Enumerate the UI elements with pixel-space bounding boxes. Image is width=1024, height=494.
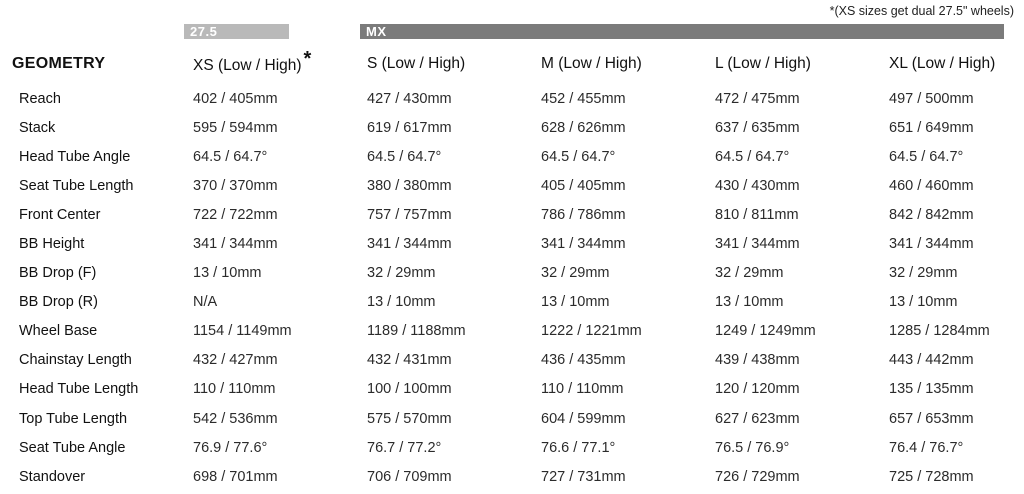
size-header-m: M (Low / High) xyxy=(541,55,642,72)
table-cell: 657 / 653mm xyxy=(889,410,974,427)
table-cell: N/A xyxy=(193,294,218,311)
table-cell: 726 / 729mm xyxy=(715,468,800,485)
table-row xyxy=(0,171,1024,200)
table-cell: 439 / 438mm xyxy=(715,352,800,369)
table-cell: 13 / 10mm xyxy=(715,294,784,311)
table-cell: 380 / 380mm xyxy=(367,177,452,194)
table-row xyxy=(0,317,1024,346)
table-cell: 341 / 344mm xyxy=(367,236,452,253)
xs-footnote-marker: * xyxy=(303,47,312,70)
table-cell: 460 / 460mm xyxy=(889,177,974,194)
table-row xyxy=(0,288,1024,317)
table-cell: 341 / 344mm xyxy=(889,236,974,253)
table-row xyxy=(0,462,1024,491)
table-cell: 120 / 120mm xyxy=(715,381,800,398)
table-cell: 432 / 427mm xyxy=(193,352,278,369)
size-header-xs xyxy=(193,44,367,84)
table-cell: 13 / 10mm xyxy=(193,265,262,282)
table-cell: 13 / 10mm xyxy=(541,294,610,311)
row-label: Wheel Base xyxy=(19,323,98,340)
table-cell: 706 / 709mm xyxy=(367,468,452,485)
table-row xyxy=(0,375,1024,404)
row-label: Head Tube Angle xyxy=(19,148,131,165)
row-label: BB Height xyxy=(19,236,85,253)
table-cell: 725 / 728mm xyxy=(889,468,974,485)
table-row xyxy=(0,200,1024,229)
row-label: Reach xyxy=(19,90,61,107)
table-cell: 341 / 344mm xyxy=(541,236,626,253)
row-label: Top Tube Length xyxy=(19,410,128,427)
table-cell: 76.9 / 77.6° xyxy=(193,439,268,456)
geometry-table-header xyxy=(0,44,1024,84)
row-label: Chainstay Length xyxy=(19,352,132,369)
table-cell: 135 / 135mm xyxy=(889,381,974,398)
table-cell: 427 / 430mm xyxy=(367,90,452,107)
row-label: Stack xyxy=(19,119,56,136)
table-cell: 722 / 722mm xyxy=(193,206,278,223)
geometry-table-body xyxy=(0,84,1024,491)
table-cell: 100 / 100mm xyxy=(367,381,452,398)
table-cell: 64.5 / 64.7° xyxy=(889,148,964,165)
size-header-s: S (Low / High) xyxy=(367,55,466,72)
row-label: Seat Tube Angle xyxy=(19,439,126,456)
table-cell: 432 / 431mm xyxy=(367,352,452,369)
table-cell: 842 / 842mm xyxy=(889,206,974,223)
row-label: Seat Tube Length xyxy=(19,177,134,194)
table-cell: 32 / 29mm xyxy=(715,265,784,282)
table-cell: 1189 / 1188mm xyxy=(367,323,466,340)
table-row xyxy=(0,84,1024,113)
table-cell: 443 / 442mm xyxy=(889,352,974,369)
table-cell: 32 / 29mm xyxy=(541,265,610,282)
size-header-l: L (Low / High) xyxy=(715,55,811,72)
table-cell: 497 / 500mm xyxy=(889,90,974,107)
geometry-heading: GEOMETRY xyxy=(12,55,106,72)
table-cell: 757 / 757mm xyxy=(367,206,452,223)
table-cell: 1222 / 1221mm xyxy=(541,323,642,340)
row-label: BB Drop (R) xyxy=(19,294,98,311)
table-cell: 76.4 / 76.7° xyxy=(889,439,964,456)
table-cell: 64.5 / 64.7° xyxy=(715,148,790,165)
row-label: Head Tube Length xyxy=(19,381,139,398)
table-cell: 76.6 / 77.1° xyxy=(541,439,616,456)
table-cell: 341 / 344mm xyxy=(715,236,800,253)
table-cell: 402 / 405mm xyxy=(193,90,278,107)
size-header-xl: XL (Low / High) xyxy=(889,55,996,72)
table-cell: 76.5 / 76.9° xyxy=(715,439,790,456)
table-cell: 619 / 617mm xyxy=(367,119,452,136)
table-row xyxy=(0,142,1024,171)
table-cell: 110 / 110mm xyxy=(541,381,624,398)
table-cell: 604 / 599mm xyxy=(541,410,626,427)
table-row xyxy=(0,229,1024,258)
table-cell: 698 / 701mm xyxy=(193,468,278,485)
table-cell: 76.7 / 77.2° xyxy=(367,439,442,456)
table-cell: 13 / 10mm xyxy=(367,294,436,311)
table-cell: 64.5 / 64.7° xyxy=(193,148,268,165)
table-cell: 810 / 811mm xyxy=(715,206,799,223)
table-cell: 727 / 731mm xyxy=(541,468,626,485)
table-cell: 575 / 570mm xyxy=(367,410,452,427)
table-cell: 627 / 623mm xyxy=(715,410,800,427)
table-cell: 1285 / 1284mm xyxy=(889,323,990,340)
table-cell: 1154 / 1149mm xyxy=(193,323,292,340)
row-label: Standover xyxy=(19,468,86,485)
table-cell: 32 / 29mm xyxy=(367,265,436,282)
table-row xyxy=(0,346,1024,375)
table-cell: 110 / 110mm xyxy=(193,381,276,398)
table-cell: 472 / 475mm xyxy=(715,90,800,107)
table-cell: 628 / 626mm xyxy=(541,119,626,136)
table-row xyxy=(0,404,1024,433)
header-row xyxy=(0,44,1024,84)
table-cell: 786 / 786mm xyxy=(541,206,626,223)
size-header-label: XS (Low / High) xyxy=(193,56,302,74)
row-label: Front Center xyxy=(19,206,101,223)
table-cell: 13 / 10mm xyxy=(889,294,958,311)
table-cell: 405 / 405mm xyxy=(541,177,626,194)
table-cell: 1249 / 1249mm xyxy=(715,323,816,340)
table-cell: 64.5 / 64.7° xyxy=(541,148,616,165)
table-row xyxy=(0,433,1024,462)
table-cell: 64.5 / 64.7° xyxy=(367,148,442,165)
table-cell: 430 / 430mm xyxy=(715,177,800,194)
table-cell: 32 / 29mm xyxy=(889,265,958,282)
table-cell: 637 / 635mm xyxy=(715,119,800,136)
table-row xyxy=(0,259,1024,288)
wheel-band-27-5: 27.5 xyxy=(184,24,289,39)
table-cell: 436 / 435mm xyxy=(541,352,626,369)
table-cell: 370 / 370mm xyxy=(193,177,278,194)
geometry-table xyxy=(0,44,1024,491)
table-cell: 341 / 344mm xyxy=(193,236,278,253)
table-cell: 595 / 594mm xyxy=(193,119,278,136)
wheel-size-footnote: *(XS sizes get dual 27.5" wheels) xyxy=(829,4,1014,18)
table-cell: 542 / 536mm xyxy=(193,410,278,427)
table-row xyxy=(0,113,1024,142)
wheel-band-mx: MX xyxy=(360,24,1004,39)
table-cell: 452 / 455mm xyxy=(541,90,626,107)
table-cell: 651 / 649mm xyxy=(889,119,974,136)
row-label: BB Drop (F) xyxy=(19,265,97,282)
